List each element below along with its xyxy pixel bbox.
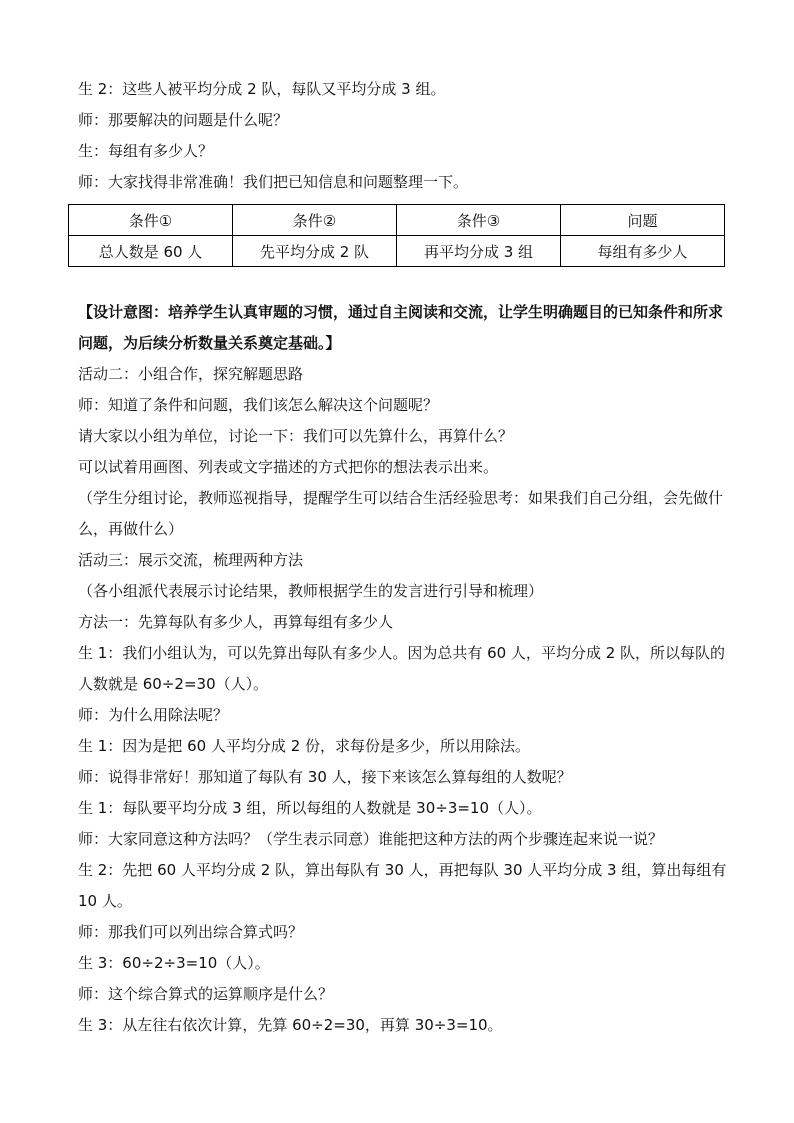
dialogue-line: 生 1：每队要平均分成 3 组，所以每组的人数就是 30÷3=10（人）。 [78,799,542,817]
dialogue-line: 师：大家同意这种方法吗？（学生表示同意）谁能把这种方法的两个步骤连起来说一说？ [78,830,664,848]
dialogue-line: 师：大家找得非常准确！我们把已知信息和问题整理一下。 [78,173,469,191]
dialogue-line: 生 3：60÷2÷3=10（人）。 [78,954,270,972]
stage-direction: （学生分组讨论，教师巡视指导，提醒学生可以结合生活经验思考：如果我们自己分组，会先做什么，再做什么） [78,489,724,538]
table-cell: 先平均分成 2 队 [233,236,397,267]
dialogue-line: 生 2：先把 60 人平均分成 2 队，算出每队有 30 人，再把每队 30 人平均分成 3 组，算出每组有 10 人。 [78,861,727,910]
dialogue-line: 可以试着用画图、列表或文字描述的方式把你的想法表示出来。 [78,458,499,476]
table-cell: 总人数是 60 人 [69,236,233,267]
table-cell: 每组有多少人 [561,236,725,267]
conditions-table [68,204,725,267]
table-header-row [69,205,725,236]
dialogue-line: 生 1：我们小组认为，可以先算出每队有多少人。因为总共有 60 人，平均分成 2 队，所以每队的人数就是 60÷2=30（人）。 [78,644,726,693]
stage-direction: （各小组派代表展示讨论结果，教师根据学生的发言进行引导和梳理） [78,582,544,600]
dialogue-line: 师：这个综合算式的运算顺序是什么？ [78,985,334,1003]
table-row [69,236,725,267]
dialogue-line: 师：那要解决的问题是什么呢？ [78,111,289,129]
section-heading: 活动二：小组合作，探究解题思路 [78,365,304,383]
table-header-cell: 条件② [233,205,397,236]
dialogue-line: 师：知道了条件和问题，我们该怎么解决这个问题呢？ [78,396,439,414]
dialogue-line: 师：为什么用除法呢？ [78,706,229,724]
table-header-cell: 条件① [69,205,233,236]
dialogue-line: 师：那我们可以列出综合算式吗？ [78,923,304,941]
document-page [78,74,730,1041]
table-cell: 再平均分成 3 组 [397,236,561,267]
dialogue-line: 师：说得非常好！那知道了每队有 30 人，接下来该怎么算每组的人数呢？ [78,768,572,786]
section-heading: 活动三：展示交流，梳理两种方法 [78,551,304,569]
design-intent: 【设计意图：培养学生认真审题的习惯，通过自主阅读和交流，让学生明确题目的已知条件和所求问题，为后续分析数量关系奠定基础。】 [78,303,724,352]
table-header-cell: 问题 [561,205,725,236]
method-heading: 方法一：先算每队有多少人，再算每组有多少人 [78,613,394,631]
table-header-cell: 条件③ [397,205,561,236]
dialogue-line: 生：每组有多少人？ [78,142,214,160]
dialogue-line: 生 3：从左往右依次计算，先算 60÷2=30，再算 30÷3=10。 [78,1016,503,1034]
dialogue-line: 请大家以小组为单位，讨论一下：我们可以先算什么，再算什么？ [78,427,514,445]
dialogue-line: 生 1：因为是把 60 人平均分成 2 份，求每份是多少，所以用除法。 [78,737,531,755]
dialogue-line: 生 2：这些人被平均分成 2 队，每队又平均分成 3 组。 [78,80,446,98]
